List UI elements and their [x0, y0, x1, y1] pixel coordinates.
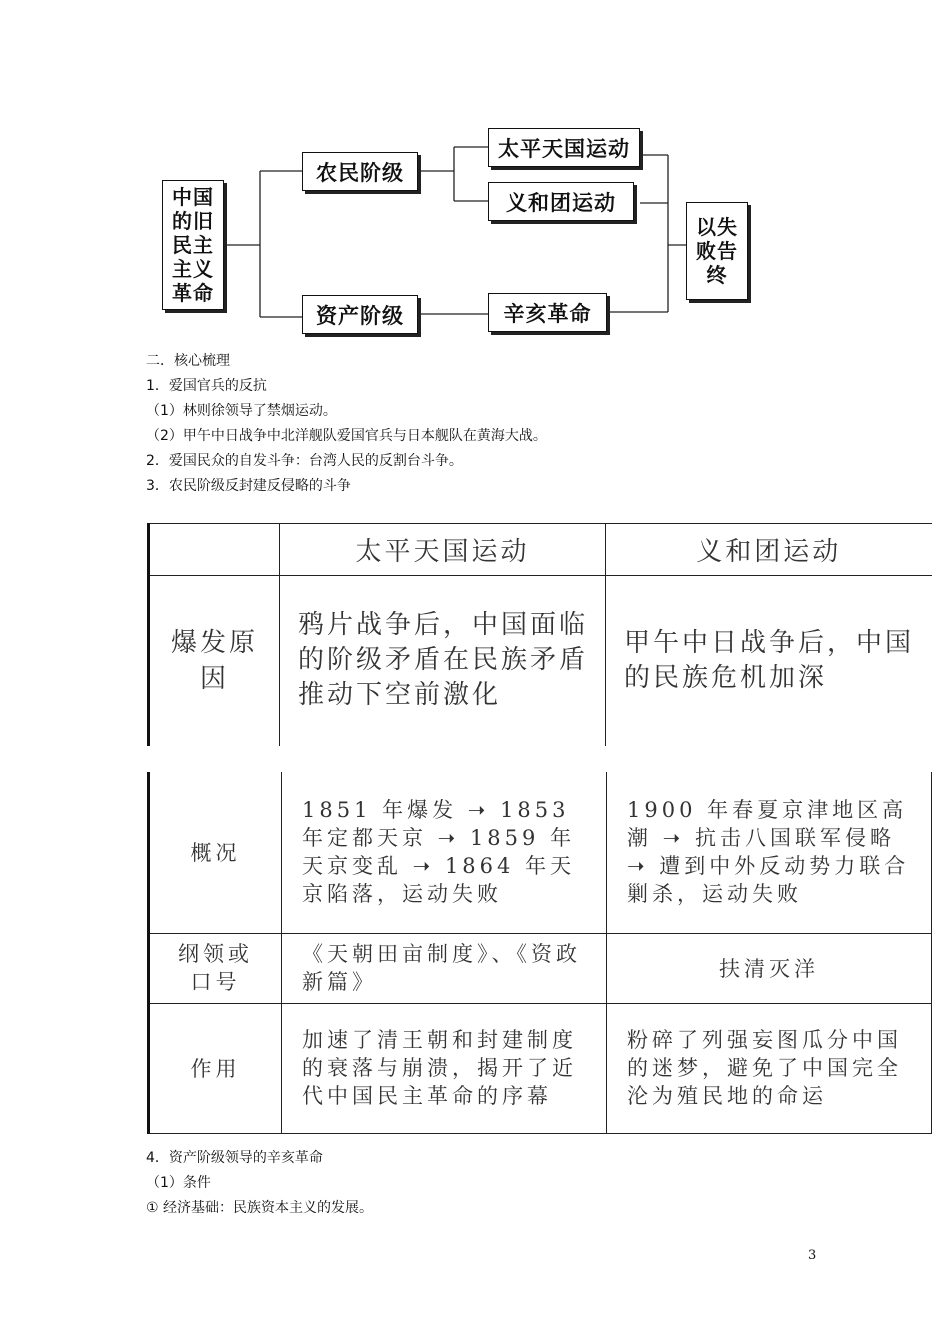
table-row [149, 576, 932, 746]
item-3: 3．农民阶级反封建反侵略的斗争 [146, 478, 351, 494]
item-4: 4．资产阶级领导的辛亥革命 [146, 1150, 323, 1166]
row-label-effect: 作用 [149, 1003, 282, 1133]
table-row [149, 933, 932, 1003]
diagram-connectors [150, 115, 770, 340]
xinhai-label: 辛亥革命 [503, 300, 592, 326]
item-1: 1．爱国官兵的反抗 [146, 378, 267, 394]
root-box [162, 180, 224, 310]
item-4-1-1: ① 经济基础：民族资本主义的发展。 [146, 1200, 374, 1216]
header-blank-cell [149, 524, 280, 576]
peasant-class-box [302, 152, 418, 191]
overview-boxer: 1900 年春夏京津地区高潮 ➝ 抗击八国联军侵略 ➝ 遭到中外反动势力联合剿杀，运动失败 [607, 772, 932, 933]
program-boxer: 扶清灭洋 [607, 933, 932, 1003]
effect-taiping: 加速了清王朝和封建制度的衰落与崩溃，揭开了近代中国民主革命的序幕 [282, 1003, 607, 1133]
header-taiping: 太平天国运动 [280, 524, 606, 576]
taiping-label: 太平天国运动 [498, 135, 630, 161]
result-label: 以失败告终 [696, 215, 738, 287]
boxer-label: 义和团运动 [506, 189, 616, 215]
table-row [149, 1003, 932, 1133]
row-label-program: 纲领或口号 [149, 933, 282, 1003]
taiping-box [488, 128, 640, 167]
effect-boxer: 粉碎了列强妄图瓜分中国的迷梦，避免了中国完全沦为殖民地的命运 [607, 1003, 932, 1133]
xinhai-box [488, 293, 607, 332]
comparison-table-bottom [147, 772, 932, 1134]
page-number: 3 [808, 1248, 817, 1263]
bourgeois-class-box [302, 295, 418, 334]
item-2: 2．爱国民众的自发斗争：台湾人民的反割台斗争。 [146, 453, 463, 469]
row-label-cause: 爆发原因 [149, 576, 280, 746]
boxer-box [488, 182, 634, 221]
table-row [149, 772, 932, 933]
concept-diagram [150, 115, 770, 340]
program-taiping: 《天朝田亩制度》、《资政新篇》 [282, 933, 607, 1003]
bourgeois-class-label: 资产阶级 [316, 302, 404, 328]
cause-boxer: 甲午中日战争后，中国的民族危机加深 [606, 576, 932, 746]
header-boxer: 义和团运动 [606, 524, 932, 576]
peasant-class-label: 农民阶级 [316, 159, 404, 185]
root-label: 中国的旧民主主义革命 [172, 185, 214, 305]
item-1-1: （1）林则徐领导了禁烟运动。 [146, 403, 337, 419]
cause-taiping: 鸦片战争后，中国面临的阶级矛盾在民族矛盾推动下空前激化 [280, 576, 606, 746]
item-1-2: （2）甲午中日战争中北洋舰队爱国官兵与日本舰队在黄海大战。 [146, 428, 547, 444]
comparison-table-top [147, 523, 932, 746]
section-heading: 二．核心梳理 [146, 353, 230, 369]
item-4-1: （1）条件 [146, 1175, 211, 1191]
row-label-overview: 概况 [149, 772, 282, 933]
table-header-row [149, 524, 932, 576]
result-box [686, 202, 748, 300]
overview-taiping: 1851 年爆发 ➝ 1853 年定都天京 ➝ 1859 年天京变乱 ➝ 1864 年天京陷落，运动失败 [282, 772, 607, 933]
